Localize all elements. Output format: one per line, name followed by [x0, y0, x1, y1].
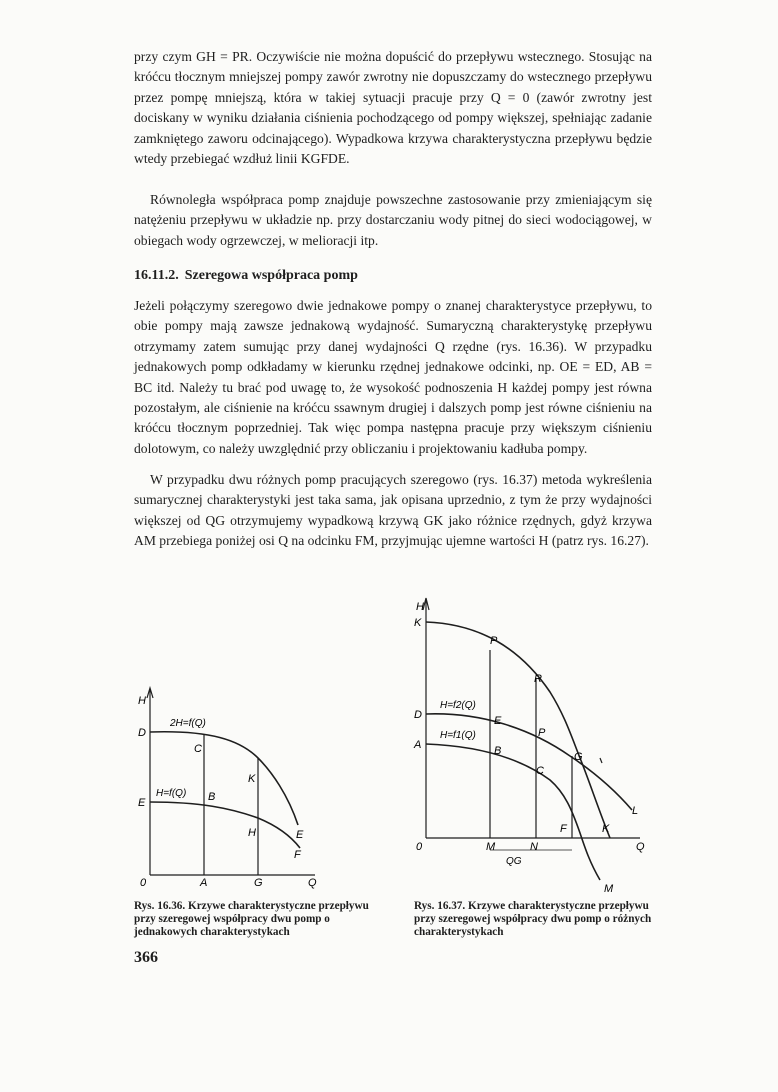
label-l: L: [632, 805, 639, 817]
label-m: M: [486, 841, 496, 853]
label-c: C: [194, 743, 202, 755]
paragraph-4-text: W przypadku dwu różnych pomp pracujących szeregowo (rys. 16.37) metoda wykreślenia sumarycznej charakterystyki jest taka sama, jak opisana uprzednio, z tym że przy wydajności większej od QG otrzymujemy wypadkową krzywą GK jako różnice rzędnych, gdyż krzywa AM przebiega poniżej osi Q na odcinku FM, przyjmując ujemne wartości H (patrz rys. 16.27).: [134, 472, 652, 549]
paragraph-4: [134, 470, 652, 552]
section-heading: [134, 268, 358, 284]
page-number: 366: [134, 949, 158, 966]
dash-mark: [600, 758, 602, 763]
figure-16-36: [130, 680, 330, 890]
label-origin: 0: [140, 877, 147, 889]
label-k: K: [414, 617, 422, 629]
paragraph-2-text: Równoległa współpraca pomp znajduje powszechne zastosowanie przy zmieniającym się natężeniu przepływu w układzie np. przy dostarczaniu wody pitnej do sieci wodociągowej, w obiegach wody ogrzewczej, w melioracji itp.: [134, 192, 652, 248]
label-p2: P: [538, 727, 546, 739]
label-h: H: [138, 695, 146, 707]
label-origin: 0: [416, 841, 423, 853]
label-r: R: [534, 673, 542, 685]
label-e: E: [494, 715, 502, 727]
label-b: B: [208, 791, 216, 803]
paragraph-2: [134, 190, 652, 251]
paragraph-1: przy czym GH = PR. Oczywiście nie można dopuścić do przepływu wstecznego. Stosując na króćcu tłocznym mniejszej pompy zawór zwrotny nie dopuszczamy do wstecznego przepływu przez pompę mniejszą, która w takiej sytuacji pracuje przy Q = 0 (zawór zwrotny jest dociskany w wyniku działania ciśnienia pochodzącego od pompy większej, spełniając zadanie zamkniętego zaworu odcinającego). Wypadkowa krzywa charakterystyczna przepływu będzie wtedy przebiegać wzdłuż linii KGFDE.: [134, 49, 652, 167]
label-curve-h2: H=f2(Q): [440, 700, 476, 711]
label-curve-h1: H=f1(Q): [440, 730, 476, 741]
label-d: D: [138, 727, 146, 739]
label-g: G: [254, 877, 263, 889]
label-k2: K: [602, 823, 610, 835]
label-q: Q: [636, 841, 645, 853]
curve-h: [150, 802, 300, 848]
label-p: P: [490, 635, 498, 647]
label-k: K: [248, 773, 256, 785]
label-n: N: [530, 841, 538, 853]
label-d: D: [414, 709, 422, 721]
label-g: G: [574, 751, 583, 763]
label-e: E: [138, 797, 146, 809]
label-m2: M: [604, 883, 614, 895]
label-f: F: [294, 849, 301, 861]
label-a: A: [414, 739, 422, 751]
curve-2h: [150, 732, 298, 825]
paragraph-3: Jeżeli połączymy szeregowo dwie jednakowe pompy o znanej charakterystyce przepływu, to obie pompy mają zawsze jednakową wydajność. Sumaryczną charakterystykę przepływu otrzymamy zatem sumując przy danej wydajności Q rzędne (rys. 16.36). W przypadku jednakowych pomp odkładamy w kierunku rzędnej jednakowe odcinki, np. OE = ED, AB = BC itd. Należy tu brać pod uwagę to, że wysokość podnoszenia H każdej pompy jest równa pozostałym, ale ciśnienie na króćcu ssawnym drugiej i dalszych pomp jest równe ciśnieniu na króćcu tłocznym poprzedniej. Tak więc pompa następna pracuje przy większym ciśnieniu dolotowym, co należy uwzględnić przy obliczaniu i projektowaniu kadłuba pompy.: [134, 298, 652, 456]
section-number: 16.11.2.: [134, 268, 179, 283]
label-h: H: [416, 601, 424, 613]
label-qg: QG: [506, 856, 522, 867]
label-c: C: [536, 765, 544, 777]
label-curve-h: H=f(Q): [156, 788, 187, 799]
label-curve-2h: 2H=f(Q): [170, 718, 206, 729]
figure-16-36-caption: Rys. 16.36. Krzywe charakterystyczne przepływu przy szeregowej współpracy dwu pomp o jednakowych charakterystykach: [134, 900, 369, 938]
figure-16-37-caption: Rys. 16.37. Krzywe charakterystyczne przepływu przy szeregowej współpracy dwu pomp o różnych charakterystykach: [414, 900, 652, 938]
label-q: Q: [308, 877, 317, 889]
label-e2: E: [296, 829, 304, 841]
label-b: B: [494, 745, 502, 757]
section-title: Szeregowa współpraca pomp: [184, 268, 358, 283]
label-f: F: [560, 823, 567, 835]
label-h2: H: [248, 827, 256, 839]
figure-16-37: [410, 588, 650, 898]
label-a: A: [200, 877, 208, 889]
